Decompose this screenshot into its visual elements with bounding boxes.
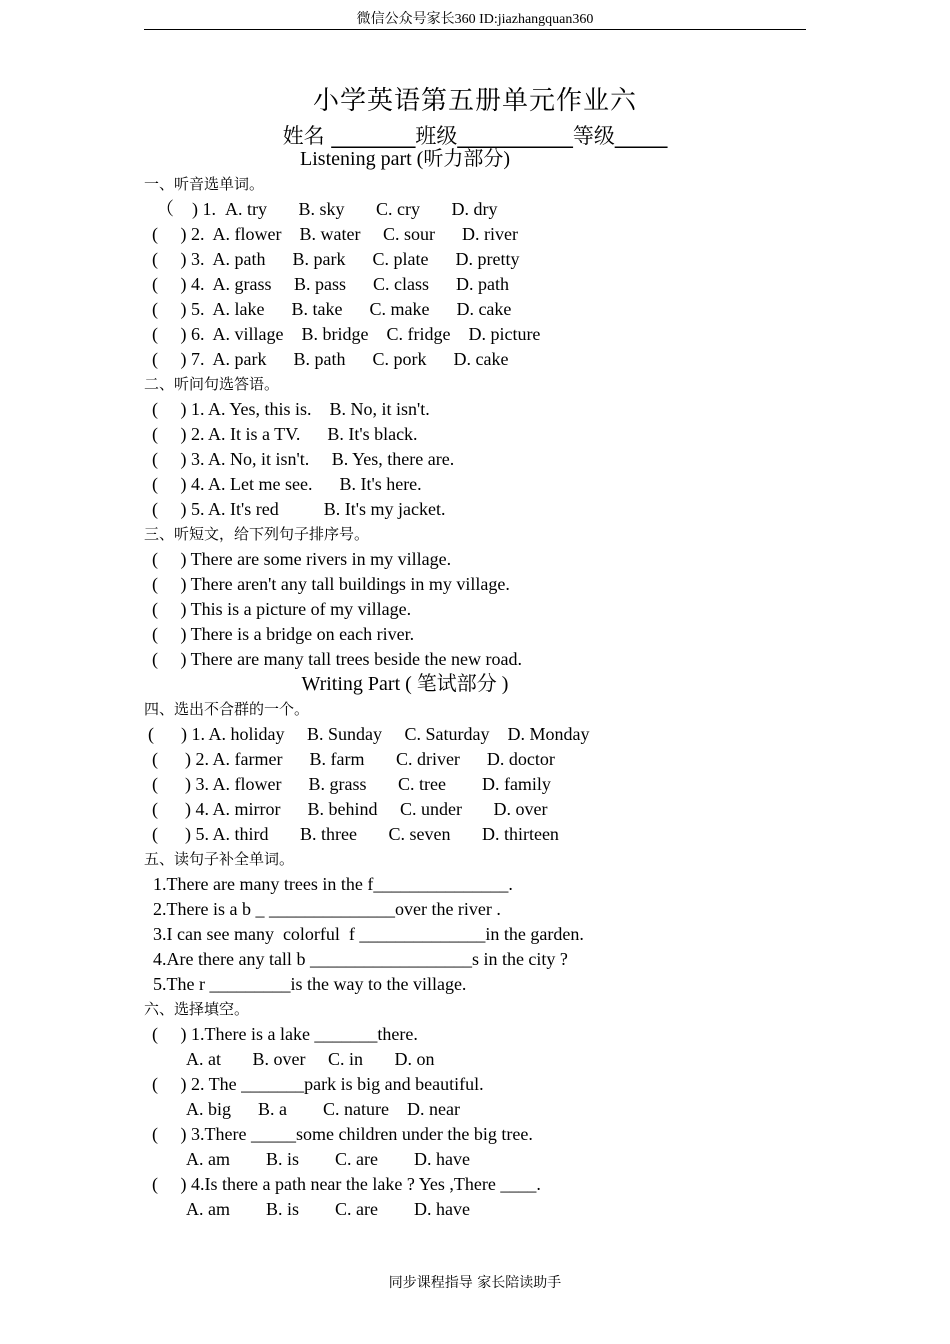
question-line: A. at B. over C. in D. on xyxy=(186,1049,435,1069)
question-line: ( ) This is a picture of my village. xyxy=(152,599,412,619)
question-line: ( ) 4.Is there a path near the lake ? Yes ,There ____. xyxy=(152,1174,541,1194)
question-line: ( ) 3.There _____some children under the big tree. xyxy=(152,1124,533,1144)
page-header: 微信公众号家长360 ID:jiazhangquan360 xyxy=(356,12,594,27)
question-line: 1.There are many trees in the f_______________. xyxy=(153,874,513,894)
section-heading: 四、选出不合群的一个。 xyxy=(144,700,310,718)
question-line: ( ) 4. A. mirror B. behind C. under D. over xyxy=(152,799,548,819)
page-title: 小学英语第五册单元作业六 xyxy=(312,86,637,116)
question-line: ( ) There is a bridge on each river. xyxy=(152,624,415,644)
section-heading: 五、读句子补全单词。 xyxy=(144,850,295,868)
page-footer: 同步课程指导 家长陪读助手 xyxy=(388,1275,562,1291)
question-line: ( ) There aren't any tall buildings in my village. xyxy=(152,574,510,594)
question-line: 4.Are there any tall b __________________s in the city ? xyxy=(153,949,568,969)
question-line: A. big B. a C. nature D. near xyxy=(186,1099,460,1119)
header-rule xyxy=(144,29,806,30)
question-line: ( ) There are some rivers in my village. xyxy=(152,549,452,569)
question-line: A. am B. is C. are D. have xyxy=(186,1149,470,1169)
question-line: ( ) 3. A. flower B. grass C. tree D. family xyxy=(152,774,551,794)
question-line: ( ) 5. A. third B. three C. seven D. thirteen xyxy=(152,824,559,844)
question-line: ( ) 1. A. Yes, this is. B. No, it isn't. xyxy=(152,399,430,419)
question-line: 3.I can see many colorful f ______________in the garden. xyxy=(153,924,584,944)
question-line: ( ) 2. A. farmer B. farm C. driver D. doctor xyxy=(152,749,555,769)
section-heading: 三、听短文，给下列句子排序号。 xyxy=(144,525,370,543)
question-line: ( ) 5. A. lake B. take C. make D. cake xyxy=(152,299,512,319)
part-heading: Listening part (听力部分) xyxy=(300,148,510,170)
question-line: ( ) There are many tall trees beside the new road. xyxy=(152,649,523,669)
section-heading: 二、听问句选答语。 xyxy=(144,375,280,393)
question-line: ( ) 4. A. Let me see. B. It's here. xyxy=(152,474,422,494)
question-line: 2.There is a b _ ______________over the river . xyxy=(153,899,501,919)
question-line: ( ) 2. A. It is a TV. B. It's black. xyxy=(152,424,418,444)
question-line: ( ) 5. A. It's red B. It's my jacket. xyxy=(152,499,446,519)
part-heading: Writing Part ( 笔试部分 ) xyxy=(301,673,509,695)
question-line: ( ) 1. A. holiday B. Sunday C. Saturday D. Monday xyxy=(148,724,590,744)
question-line: ( ) 6. A. village B. bridge C. fridge D. picture xyxy=(152,324,541,344)
section-heading: 六、选择填空。 xyxy=(144,1000,250,1018)
question-line: ( ) 4. A. grass B. pass C. class D. path xyxy=(152,274,509,294)
question-line: ( ) 3. A. No, it isn't. B. Yes, there are. xyxy=(152,449,455,469)
name-class-grade-row: 姓名 ________班级___________等级_____ xyxy=(282,124,668,148)
question-line: ( ) 2. The _______park is big and beautiful. xyxy=(152,1074,484,1094)
question-line: ( ) 7. A. park B. path C. pork D. cake xyxy=(152,349,509,369)
section-heading: 一、听音选单词。 xyxy=(144,175,265,193)
question-line: ( ) 1.There is a lake _______there. xyxy=(152,1024,418,1044)
question-line: A. am B. is C. are D. have xyxy=(186,1199,470,1219)
question-line: ( ) 3. A. path B. park C. plate D. pretty xyxy=(152,249,520,269)
question-line: （ ) 1. A. try B. sky C. cry D. dry xyxy=(156,199,498,219)
question-line: ( ) 2. A. flower B. water C. sour D. river xyxy=(152,224,518,244)
question-line: 5.The r _________is the way to the village. xyxy=(153,974,467,994)
